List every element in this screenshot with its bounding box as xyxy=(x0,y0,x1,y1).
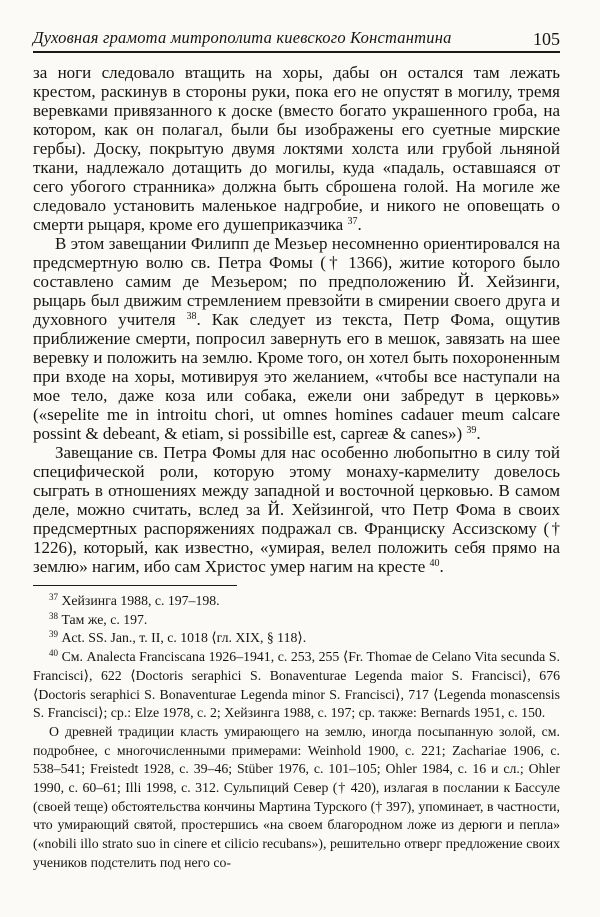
footnote-marker: 40 xyxy=(49,648,58,659)
footnote-paragraph: $^{39}$ Act. SS. Jan., т. II, с. 1018 ⟨гл. XIX, § 118⟩. xyxy=(49,629,307,646)
footnote-marker: 38 xyxy=(186,311,197,322)
footnote-marker: 37 xyxy=(49,592,58,602)
page-number: 105 xyxy=(533,29,560,49)
footnote-separator xyxy=(33,585,237,586)
body-paragraph: за ноги следовало втащить на хоры, дабы он остался там лежать крестом, раскинув в стороны руки, пока его не опустят в могилу, тремя веревками привязанного к доске (вместо богато украшенного гроба, на котором, как он полагал, были бы изображены его суетные мирские гербы). Доску, покрытую двумя локтями холста или грубой льняной ткани, надлежало дотащить до могилы, куда «падаль, оставшаяся от сего убогого странника» должна быть сброшена голой. На могиле же следовало установить маленькое надгробие, и никого не оповещать о смерти рыцаря, кроме его душеприказчика $^{37}$. xyxy=(33,63,560,234)
footnote-paragraph: $^{38}$ Там же, с. 197. xyxy=(49,610,148,627)
body-paragraph: Завещание св. Петра Фомы для нас особенно любопытно в силу той специфической роли, которую этому монаху-кармелиту довелось сыграть в отношениях между западной и восточной церковью. В самом деле, можно считать, вслед за Й. Хейзингой, что Петр Фома в своих предсмертных распоряжениях подражал св. Франциску Ассизскому († 1226), который, как известно, «умирая, велел положить себя прямо на землю» нагим, ибо сам Христос умер нагим на кресте $^{40}$. xyxy=(33,443,560,576)
footnote-paragraph: $^{40}$ См. Analecta Franciscana 1926–1941, с. 253, 255 ⟨Fr. Thomae de Celano Vita secunda S. Francisci⟩, 622 ⟨Doctoris seraphici S. Bonaventurae Legenda maior S. Francisci⟩, 676 ⟨Doctoris seraphici S. Bonaventurae Legenda minor S. Francisci⟩, 717 ⟨Legenda monascensis S. Francisci⟩; ср.: Elze 1978, с. 2; Хейзинга 1988, с. 197; ср. также: Bernards 1951, с. 150. xyxy=(33,648,560,721)
footnote-marker: 39 xyxy=(466,425,477,436)
footnote-marker: 37 xyxy=(347,216,358,227)
footnote-marker: 40 xyxy=(429,558,440,569)
running-head xyxy=(33,28,560,53)
footnote-marker: 38 xyxy=(49,610,58,621)
footnote-paragraph: $^{37}$ Хейзинга 1988, с. 197–198. xyxy=(49,592,220,608)
footnotes-section xyxy=(33,592,560,873)
running-head-title: Духовная грамота митрополита киевского Константина xyxy=(33,28,452,47)
body-paragraph: В этом завещании Филипп де Мезьер несомненно ориентировался на предсмертную волю св. Петра Фомы († 1366), житие которого было составлено самим де Мезьером; по предположению Й. Хейзинги, рыцарь был движим стремлением превзойти в смирении своего друга и духовного учителя $^{38}$. Как следует из текста, Петр Фома, ощутив приближение смерти, попросил завернуть его в мешок, завязать на шее веревку и положить на землю. Кроме того, он хотел быть похороненным при входе на хоры, мотивируя это желанием, «чтобы все наступали на мое тело, даже коза или собака, ежели они забредут в церковь» («sepelite me in introitu chori, ut omnes homines cadauer meum calcare possint & debeant, & etiam, si possibille est, capreæ & canes») $^{39}$. xyxy=(33,234,560,443)
footnote-paragraph: О древней традиции класть умирающего на землю, иногда посыпанную золой, см. подробнее, с многочисленными примерами: Weinhold 1900, с. 221; Zachariae 1906, с. 538–541; Freistedt 1928, с. 39–46; Stüber 1976, с. 101–105; Ohler 1984, с. 16 и сл.; Ohler 1990, с. 60–61; Illi 1998, с. 312. Сульпиций Север († 420), излагая в послании к Бассуле (своей теще) обстоятельства кончины Мартина Турского († 397), упоминает, в частности, что умирающий святой, простершись «на своем благородном ложе из дерюги и пепла» («nobili illo strato suo in cinere et cilicio recubans»), решительно отверг предложение своих учеников подстелить под него со- xyxy=(33,723,560,870)
footnote-marker: 39 xyxy=(49,629,58,640)
body-text xyxy=(33,63,560,576)
